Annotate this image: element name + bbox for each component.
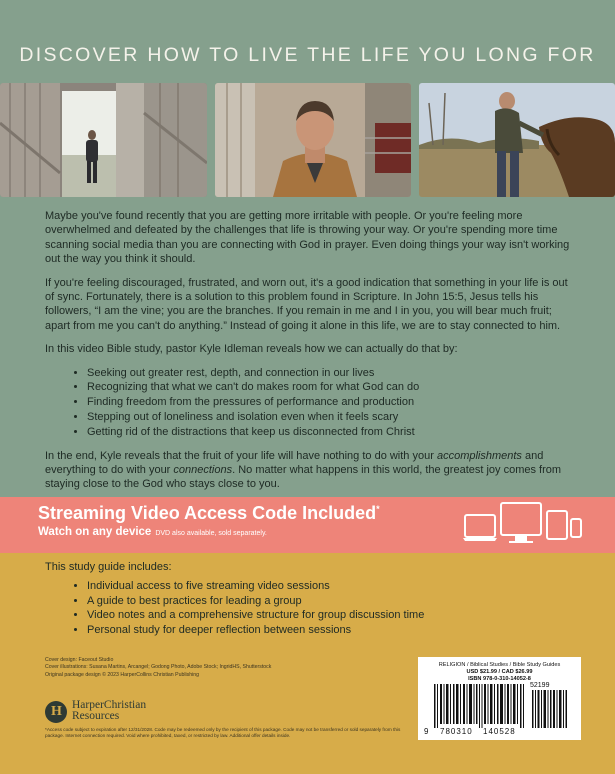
- isbn-line: ISBN 978-0-310-14052-8: [468, 676, 531, 682]
- subject-category: RELIGION / Biblical Studies / Bible Study Guides: [438, 662, 561, 668]
- study-intro-paragraph: In this video Bible study, pastor Kyle Idleman reveals how we can actually do that by:: [45, 343, 458, 356]
- barcode-digits-right: 140528: [483, 727, 516, 736]
- watch-any-device-label: Watch on any device: [38, 526, 152, 538]
- list-item: • Stepping out of loneliness and isolation even when it feels scary: [87, 410, 575, 425]
- closing-emphasis-accomplishments: accomplishments: [436, 449, 522, 462]
- list-item: • Video notes and a comprehensive structure for group discussion time: [87, 608, 575, 623]
- list-item: • A guide to best practices for leading a group: [87, 594, 575, 609]
- cover-design-credit: Cover design: Faceout Studio: [45, 657, 114, 663]
- list-item: • Getting rid of the distractions that keep us disconnected from Christ: [87, 425, 575, 440]
- publisher-name-line2: Resources: [72, 710, 120, 722]
- access-title: [38, 503, 380, 524]
- cover-illustrations-credit: Cover illustrations: Susana Martins, Arcangel; Godong Photo, Adobe Stock; IngridHS, Shutterstock: [45, 664, 272, 671]
- barcode-label: [418, 657, 581, 740]
- study-guide-panel: [0, 553, 615, 774]
- cover-credits: [45, 657, 345, 679]
- intro-paragraph: Maybe you've found recently that you are getting more irritable with people. Or you're feeling more overwhelmed and defeated by the challenges that life is throwing your way. Or you're spending more time scanning social media than you are connecting with God in prayer. Even doing things your way isn't working out the way you think it should.: [45, 210, 570, 266]
- access-asterisk: *: [376, 504, 380, 514]
- photo-strip: [0, 83, 615, 197]
- closing-paragraph: [45, 449, 575, 492]
- list-item: • Seeking out greater rest, depth, and connection in our lives: [87, 366, 575, 381]
- devices-icon: [463, 501, 583, 549]
- access-subtitle: [38, 526, 267, 538]
- access-title-text: Streaming Video Access Code Included: [38, 503, 377, 523]
- list-item: • Finding freedom from the pressures of performance and production: [87, 395, 575, 410]
- study-topics-list: [45, 366, 575, 440]
- closing-emphasis-connections: connections: [173, 464, 233, 477]
- barcode-digits-left: 780310: [440, 727, 473, 736]
- publisher-name-line1: HarperChristian: [72, 699, 147, 711]
- barcode-icon: [432, 684, 572, 728]
- publisher-mark-icon: [45, 701, 67, 723]
- headline: DISCOVER HOW TO LIVE THE LIFE YOU LONG FOR: [19, 44, 596, 66]
- study-guide-contents: [45, 561, 575, 637]
- publisher-mark-letter: H: [51, 704, 62, 719]
- barn-doorway-photo: [0, 83, 207, 197]
- portrait-photo: [215, 83, 411, 197]
- publisher-name: [72, 700, 192, 722]
- list-item: • Recognizing that what we can't do makes room for what God can do: [87, 380, 575, 395]
- barcode-digit-first: 9: [424, 727, 429, 736]
- legal-notice: *Access code subject to expiration after 12/31/2028. Code may be redeemed only by the recipient of this package. Code may not be transferred or sold separately from this package. Internet connection required. Void where prohibited, taxed, or restricted by law. Additional offer details inside.: [45, 727, 401, 739]
- package-design-credit: Original package design © 2023 HarperCollins Christian Publishing: [45, 671, 200, 678]
- study-guide-intro: This study guide includes:: [45, 561, 172, 573]
- description: [45, 209, 575, 501]
- study-guide-list: [45, 579, 575, 637]
- price-line: USD $21.99 / CAD $26.99: [466, 669, 533, 675]
- closing-text-a: In the end, Kyle reveals that the fruit of your life will have nothing to do with your: [45, 449, 437, 462]
- horse-field-photo: [419, 83, 615, 197]
- access-code-banner: [0, 497, 615, 553]
- list-item: • Personal study for deeper reflection between sessions: [87, 623, 575, 638]
- list-item: • Individual access to five streaming video sessions: [87, 579, 575, 594]
- scripture-paragraph: If you're feeling discouraged, frustrated, and worn out, it's a good indication that something in your life is out of sync. Fortunately, there is a solution to this problem found in Scripture. In John 15:5, Jesus tells his followers, “I am the vine; you are the branches. If you remain in me and I in you, you will bear much fruit; apart from me you can't do anything.” Instead of going it alone in this life, we are to stay connected to him.: [45, 276, 568, 332]
- closing-text-b: and everything to do with your: [45, 449, 544, 477]
- addon-digits: 52199: [530, 682, 550, 689]
- closing-text-c: . No matter what happens in this world, the greatest joy comes from staying close to the God who stays close to you.: [45, 464, 562, 491]
- dvd-note: DVD also available, sold separately.: [155, 530, 267, 537]
